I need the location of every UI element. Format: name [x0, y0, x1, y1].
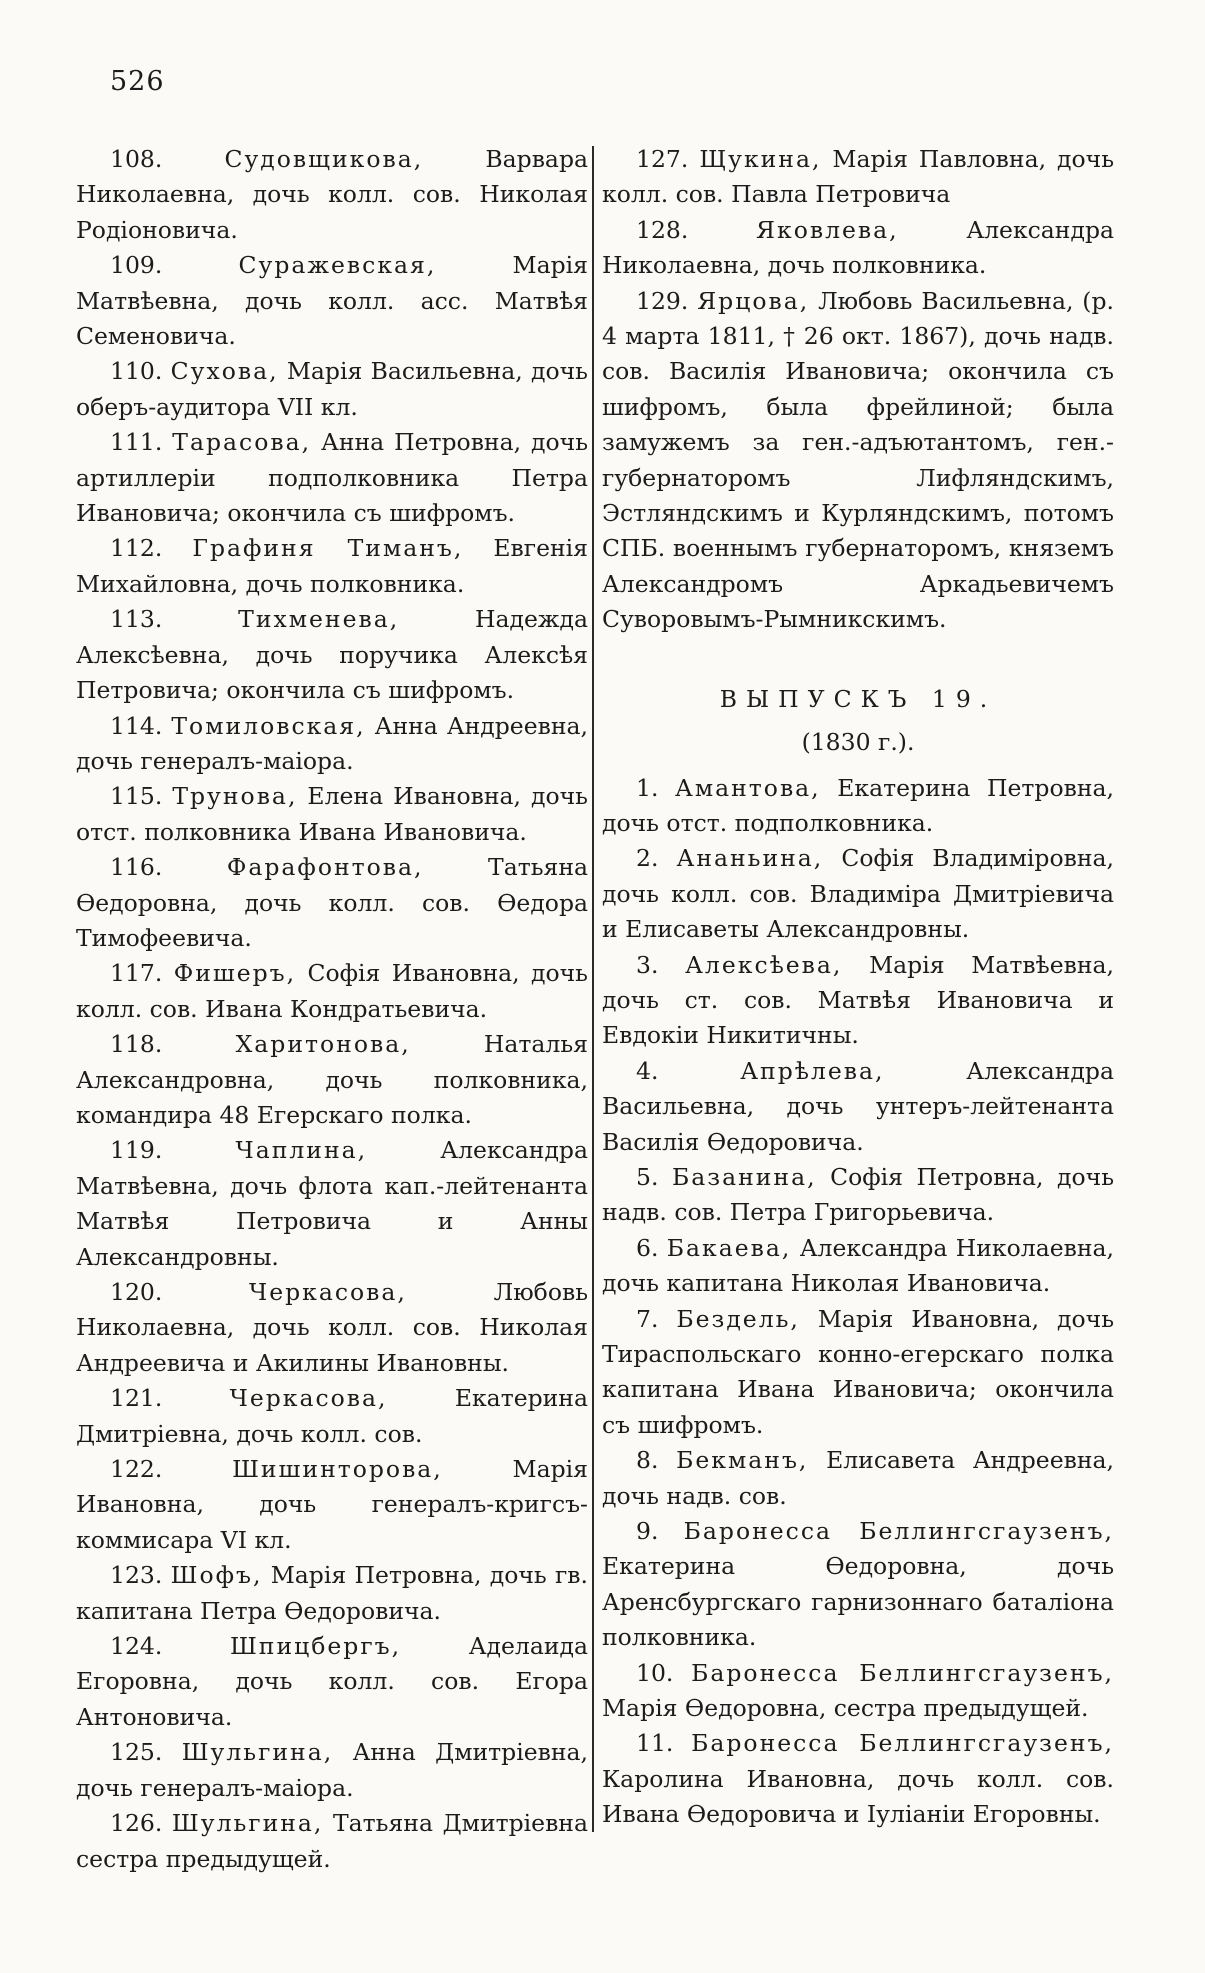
entry-surname: Шофъ, [170, 1561, 263, 1590]
entry-details: Елисавета Андреевна, дочь надв. сов. [602, 1446, 1114, 1510]
entry-surname: Шульгина, [181, 1738, 334, 1767]
entry-number: 124. [110, 1632, 163, 1661]
entry-number: 121. [110, 1384, 163, 1413]
entry-surname: Фарафонтова, [226, 853, 424, 882]
entry-details: Александра Матвѣевна, дочь флота кап.-лейтенанта Матвѣя Петровича и Анны Александровны. [76, 1136, 588, 1271]
entry-number: 2. [636, 844, 659, 873]
entry-number: 115. [110, 782, 163, 811]
register-entry [602, 1231, 1114, 1302]
entry-surname: Баронесса Беллингсгаузенъ, [683, 1517, 1114, 1546]
entry-details: Александра Васильевна, дочь унтеръ-лейтенанта Василія Ѳедоровича. [602, 1056, 1114, 1156]
entry-number: 108. [110, 145, 163, 173]
entry-details: Марія Павловна, дочь колл. сов. Павла Петровича [602, 145, 1114, 209]
entry-details: Марія Ивановна, дочь генералъ-кригсъ-коммисара VI кл. [76, 1455, 588, 1554]
entry-number: 117. [110, 959, 163, 988]
entry-surname: Бекманъ, [676, 1446, 809, 1475]
entry-surname: Бакаева, [666, 1233, 792, 1262]
entry-details: Любовь Васильевна, (р. 4 марта 1811, † 26 окт. 1867), дочь надв. сов. Василія Ивановича; окончила съ шифромъ, была фрейлиной; была замужемъ за ген.-адъютантомъ, ген.-губернаторомъ Лифляндскимъ, Эстляндскимъ и Курляндскимъ, потомъ СПБ. военнымъ губернаторомъ, княземъ Александромъ Аркадьевичемъ Суворовымъ-Рымникскимъ. [602, 286, 1114, 634]
register-entry [602, 1726, 1114, 1832]
entry-surname: Сухова, [170, 357, 279, 386]
register-entry [76, 956, 588, 1027]
entry-surname: Харитонова, [235, 1030, 411, 1059]
register-entry [602, 284, 1114, 638]
entry-number: 1. [636, 773, 659, 802]
entry-number: 120. [110, 1278, 163, 1306]
register-entry [602, 1443, 1114, 1514]
entry-details: Татьяна Дмитріевна сестра предыдущей. [76, 1809, 588, 1873]
entry-surname: Апрѣлева, [740, 1056, 885, 1085]
right-column [602, 142, 1114, 1833]
section-title: ВЫПУСКЪ 19. [719, 684, 997, 713]
entry-details: Татьяна Ѳедоровна, дочь колл. сов. Ѳедора Тимофеевича. [76, 853, 588, 952]
entry-details: Надежда Алексѣевна, дочь поручика Алексѣя Петровича; окончила съ шифромъ. [76, 605, 588, 705]
entry-details: Софія Владиміровна, дочь колл. сов. Владиміра Дмитріевича и Елисаветы Александровны. [602, 844, 1114, 944]
register-entry [602, 841, 1114, 947]
page-number: 526 [110, 66, 165, 97]
entry-details: Софія Петровна, дочь надв. сов. Петра Григорьевича. [602, 1162, 1114, 1227]
entry-number: 110. [110, 357, 163, 386]
register-entry [76, 1275, 588, 1381]
entry-number: 111. [110, 428, 163, 457]
entry-details: Екатерина Ѳедоровна, дочь Аренсбургскаго гарнизоннаго баталіона полковника. [602, 1552, 1114, 1652]
entry-details: Марія Ѳедоровна, сестра предыдущей. [602, 1694, 1089, 1723]
entry-surname: Амантова, [675, 773, 821, 802]
right-column-entries-bottom [602, 771, 1114, 1833]
entry-surname: Шпицбергъ, [229, 1632, 402, 1661]
register-entry [602, 1054, 1114, 1160]
section-year: (1830 г.). [801, 728, 915, 757]
register-entry [602, 213, 1114, 284]
entry-surname: Бездель, [676, 1304, 800, 1333]
register-entry [76, 142, 588, 248]
entry-surname: Яковлева, [756, 215, 899, 244]
entry-details: Анна Дмитріевна, дочь генералъ-маіора. [76, 1738, 588, 1802]
entry-details: Анна Андреевна, дочь генералъ-маіора. [76, 711, 588, 775]
entry-number: 4. [636, 1056, 659, 1085]
register-entry [76, 354, 588, 425]
entry-surname: Баронесса Беллингсгаузенъ, [691, 1658, 1114, 1687]
register-entry [76, 1629, 588, 1735]
entry-number: 3. [636, 950, 659, 979]
entry-details: Александра Николаевна, дочь капитана Николая Ивановича. [602, 1233, 1114, 1298]
entry-details: Софія Ивановна, дочь колл. сов. Ивана Кондратьевича. [76, 959, 588, 1023]
register-entry [76, 709, 588, 780]
entry-surname: Тихменева, [238, 605, 400, 634]
entry-surname: Баронесса Беллингсгаузенъ, [691, 1729, 1114, 1758]
entry-number: 122. [110, 1455, 163, 1484]
entry-details: Наталья Александровна, дочь полковника, командира 48 Егерскаго полка. [76, 1030, 588, 1129]
entry-surname: Судовщикова, [224, 145, 424, 173]
entry-number: 126. [110, 1809, 163, 1838]
register-entry [602, 1656, 1114, 1727]
entry-number: 10. [636, 1658, 674, 1687]
entry-details: Аделаида Егоровна, дочь колл. сов. Егора Антоновича. [76, 1632, 588, 1731]
register-entry [602, 1514, 1114, 1656]
entry-number: 11. [636, 1729, 674, 1758]
entry-number: 119. [110, 1136, 163, 1165]
register-entry [76, 1558, 588, 1629]
register-entry [76, 1806, 588, 1877]
entry-number: 114. [110, 711, 163, 740]
entry-number: 5. [636, 1162, 659, 1191]
entry-details: Анна Петровна, дочь артиллеріи подполковника Петра Ивановича; окончила съ шифромъ. [76, 428, 588, 528]
entry-surname: Шульгина, [171, 1809, 324, 1838]
entry-details: Екатерина Петровна, дочь отст. подполковника. [602, 773, 1114, 837]
entry-number: 129. [636, 286, 689, 315]
entry-details: Александра Николаевна, дочь полковника. [602, 215, 1114, 280]
register-entry [76, 1735, 588, 1806]
entry-number: 6. [636, 1233, 659, 1262]
entry-details: Марія Ивановна, дочь Тираспольскаго конно-егерскаго полка капитана Ивана Ивановича; окончила съ шифромъ. [602, 1304, 1114, 1439]
entry-number: 8. [636, 1446, 659, 1475]
entry-details: Марія Матвѣевна, дочь ст. сов. Матвѣя Ивановича и Евдокіи Никитичны. [602, 950, 1114, 1050]
entry-surname: Фишеръ, [173, 959, 297, 988]
entry-number: 118. [110, 1030, 163, 1059]
column-divider [592, 146, 594, 1832]
entry-surname: Базанина, [671, 1162, 817, 1191]
register-entry [602, 948, 1114, 1054]
entry-details: Марія Матвѣевна, дочь колл. асс. Матвѣя Семеновича. [76, 251, 588, 351]
entry-surname: Черкасова, [229, 1384, 388, 1413]
register-entry [76, 425, 588, 531]
entry-surname: Ярцова, [697, 286, 810, 315]
entry-details: Каролина Ивановна, дочь колл. сов. Ивана Ѳедоровича и Іуліаніи Егоровны. [602, 1764, 1114, 1829]
entry-surname: Черкасова, [249, 1278, 407, 1306]
entry-number: 113. [110, 605, 163, 634]
entry-number: 109. [110, 251, 163, 280]
entry-number: 112. [110, 534, 163, 563]
register-entry [602, 1160, 1114, 1231]
entry-details: Марія Васильевна, дочь оберъ-аудитора VII кл. [76, 357, 588, 421]
entry-number: 9. [636, 1517, 659, 1546]
entry-details: Елена Ивановна, дочь отст. полковника Ивана Ивановича. [76, 782, 588, 846]
register-entry [76, 602, 588, 708]
entry-surname: Томиловская, [171, 711, 366, 740]
register-entry [76, 779, 588, 850]
register-entry [76, 1381, 588, 1452]
entry-number: 123. [110, 1561, 163, 1590]
entry-details: Варвара Николаевна, дочь колл. сов. Николая Родіоновича. [76, 145, 588, 244]
entry-surname: Алексѣева, [685, 950, 843, 979]
register-entry [76, 1027, 588, 1133]
register-entry [602, 142, 1114, 213]
register-entry [76, 850, 588, 956]
entry-details: Любовь Николаевна, дочь колл. сов. Николая Андреевича и Акилины Ивановны. [76, 1278, 588, 1377]
entry-surname: Трунова, [172, 782, 298, 811]
entry-number: 127. [636, 145, 689, 173]
left-column [76, 142, 588, 1877]
right-column-entries-top [602, 142, 1114, 638]
entry-number: 128. [636, 215, 689, 244]
entry-surname: Ананьина, [676, 844, 824, 873]
entry-surname: Щукина, [699, 145, 822, 173]
entry-details: Евгенія Михайловна, дочь полковника. [76, 534, 588, 598]
register-entry [76, 248, 588, 354]
register-entry [76, 531, 588, 602]
entry-surname: Графиня Тиманъ, [192, 534, 464, 563]
entry-number: 125. [110, 1738, 163, 1767]
entry-details: Марія Петровна, дочь гв. капитана Петра Ѳедоровича. [76, 1561, 588, 1625]
register-entry [602, 771, 1114, 842]
entry-number: 7. [636, 1304, 659, 1333]
entry-surname: Чаплина, [235, 1136, 368, 1165]
entry-surname: Тарасова, [172, 428, 312, 457]
entry-number: 116. [110, 853, 163, 882]
entry-details: Екатерина Дмитріевна, дочь колл. сов. [76, 1384, 588, 1448]
entry-surname: Суражевская, [238, 251, 437, 280]
entry-surname: Шишинторова, [232, 1455, 443, 1484]
register-entry [76, 1452, 588, 1558]
register-entry [602, 1302, 1114, 1444]
register-entry [76, 1133, 588, 1275]
